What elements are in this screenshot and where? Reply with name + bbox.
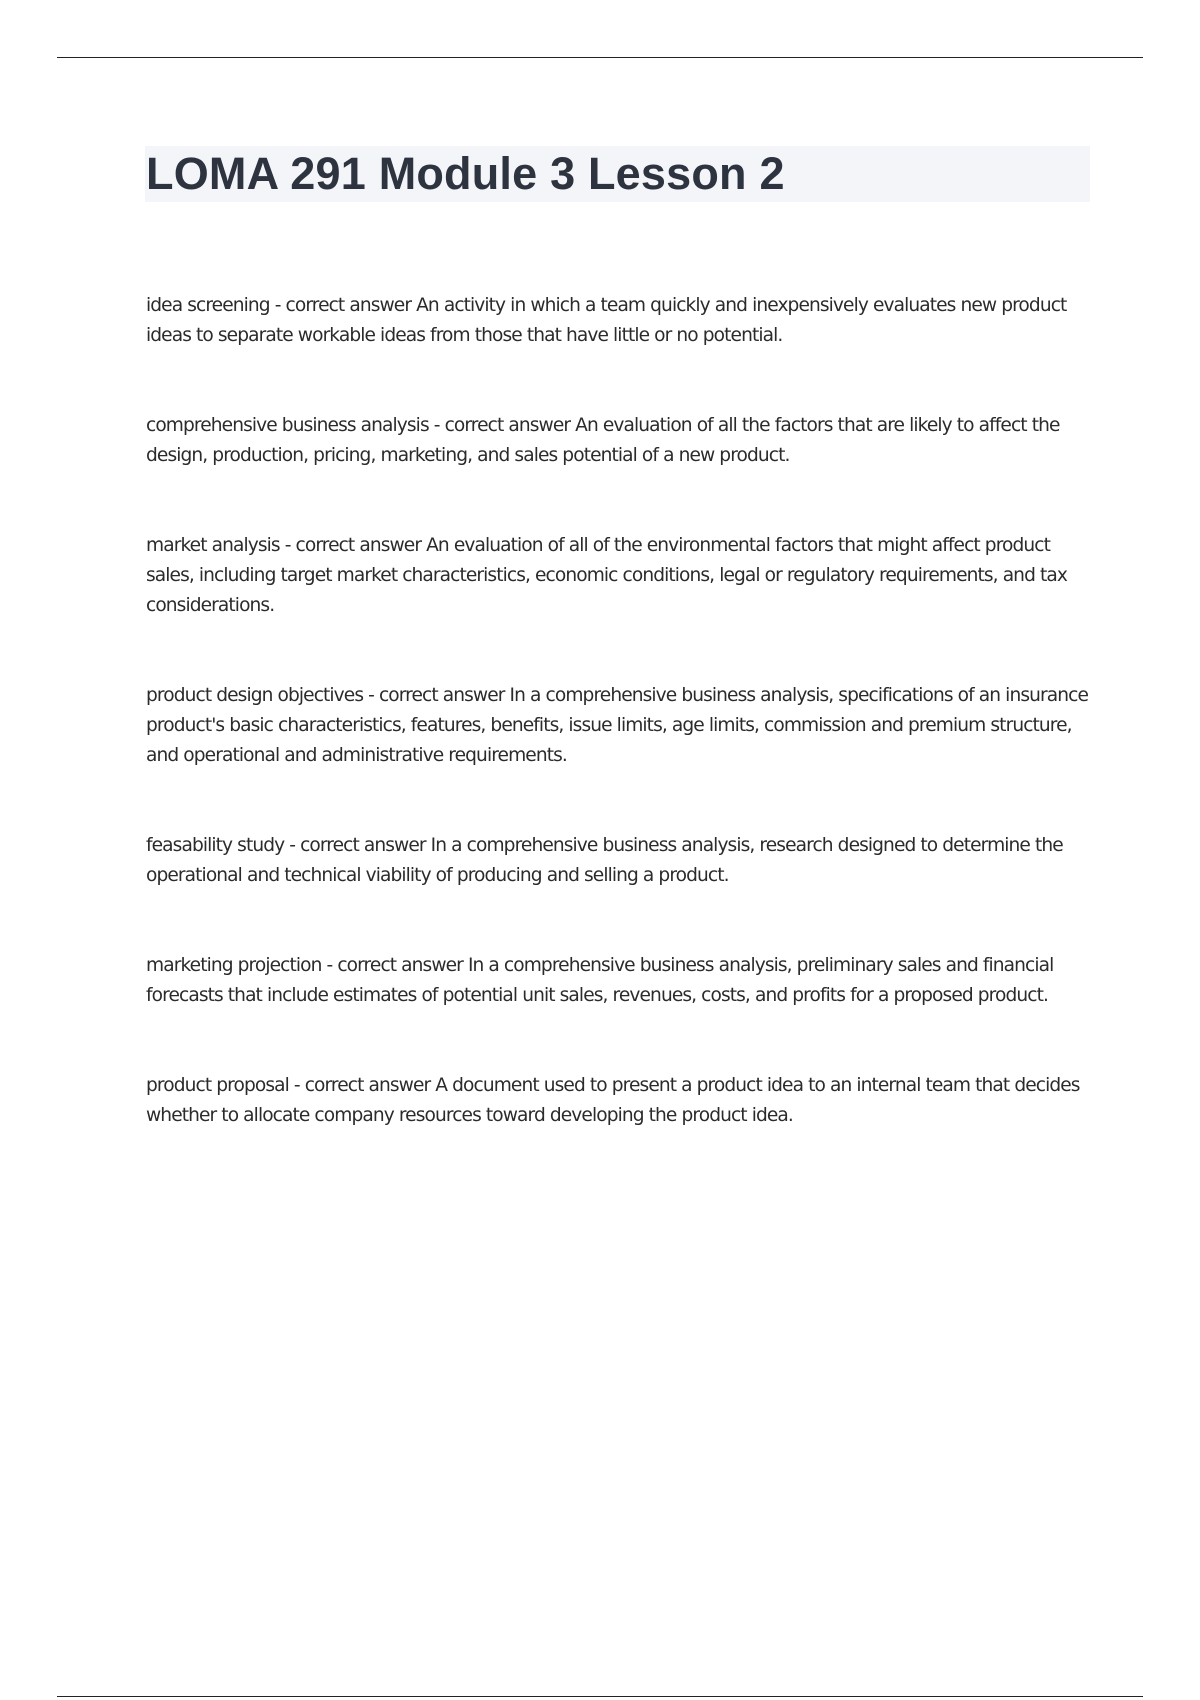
term-entry <box>146 411 1091 471</box>
term-definition: An activity in which a team quickly and inexpensively evaluates new product ideas to separate workable ideas from those that have little or no potential. <box>146 295 1067 346</box>
term-definition: In a comprehensive business analysis, research designed to determine the operational and technical viability of producing and selling a product. <box>146 835 1063 886</box>
term-definition: An evaluation of all the factors that are likely to affect the design, production, pricing, marketing, and sales potential of a new product. <box>146 415 1060 466</box>
top-rule <box>57 57 1143 58</box>
answer-separator: - correct answer <box>428 415 576 436</box>
term-definition: An evaluation of all of the environmental factors that might affect product sales, including target market characteristics, economic conditions, legal or regulatory requirements, and tax considerations. <box>146 535 1067 616</box>
answer-separator: - correct answer <box>279 535 427 556</box>
term-name: product design objectives <box>146 685 364 706</box>
term-name: market analysis <box>146 535 280 556</box>
term-name: comprehensive business analysis <box>146 415 429 436</box>
term-entry <box>146 1071 1091 1131</box>
answer-separator: - correct answer <box>288 1075 436 1096</box>
term-name: marketing projection <box>146 955 322 976</box>
term-entry <box>146 831 1091 891</box>
term-name: idea screening <box>146 295 270 316</box>
term-definition: In a comprehensive business analysis, specifications of an insurance product's basic characteristics, features, benefits, issue limits, age limits, commission and premium structure, and operational and administrative requirements. <box>146 685 1088 766</box>
answer-separator: - correct answer <box>269 295 417 316</box>
term-entry <box>146 291 1091 351</box>
answer-separator: - correct answer <box>321 955 468 976</box>
term-list <box>146 291 1091 1191</box>
answer-separator: - correct answer <box>363 685 510 706</box>
term-entry <box>146 951 1091 1011</box>
term-name: feasability study <box>146 835 285 856</box>
term-entry <box>146 681 1091 771</box>
term-definition: A document used to present a product idea to an internal team that decides whether to allocate company resources toward developing the product idea. <box>146 1075 1080 1126</box>
term-name: product proposal <box>146 1075 289 1096</box>
answer-separator: - correct answer <box>284 835 431 856</box>
page-title: LOMA 291 Module 3 Lesson 2 <box>146 148 785 199</box>
term-definition: In a comprehensive business analysis, preliminary sales and financial forecasts that include estimates of potential unit sales, revenues, costs, and profits for a proposed product. <box>146 955 1054 1006</box>
bottom-rule <box>57 1696 1143 1697</box>
term-entry <box>146 531 1091 621</box>
